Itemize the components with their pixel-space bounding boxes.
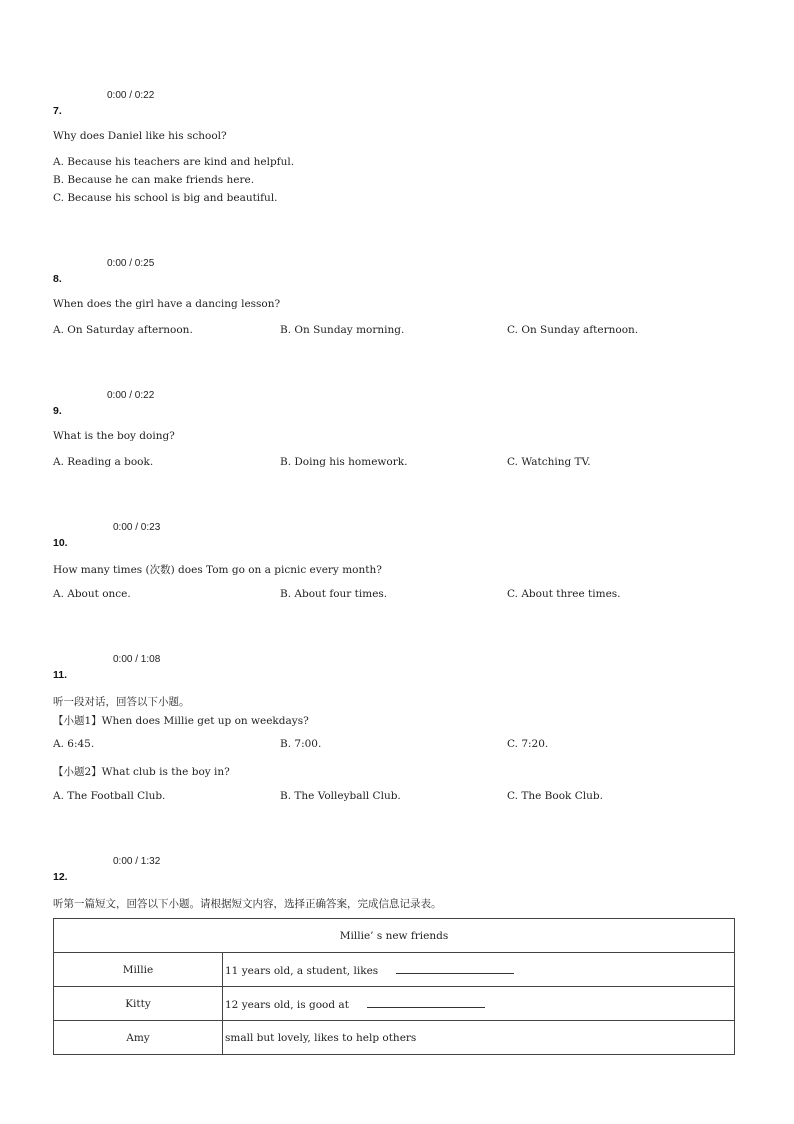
option-b: B. The Volleyball Club. — [280, 790, 401, 802]
question-stem: When does the girl have a dancing lesson? — [53, 298, 281, 310]
friend-description — [223, 987, 735, 1021]
friend-name: Millie — [54, 953, 223, 987]
option-c: C. 7:20. — [507, 738, 549, 750]
option-a: A. The Football Club. — [53, 790, 166, 802]
option-a: A. On Saturday afternoon. — [53, 324, 193, 336]
question-intro: 听一段对话，回答以下小题。 — [53, 696, 190, 708]
question-stem: What is the boy doing? — [53, 430, 175, 442]
audio-time[interactable]: 0:00 / 0:22 — [107, 90, 155, 101]
question-intro: 听第一篇短文，回答以下小题。请根据短文内容，选择正确答案，完成信息记录表。 — [53, 898, 442, 910]
option-c: C. About three times. — [507, 588, 621, 600]
description-text: 12 years old, is good at — [225, 998, 349, 1011]
friend-description — [223, 1021, 735, 1055]
audio-time[interactable]: 0:00 / 1:32 — [113, 856, 161, 867]
description-text: small but lovely, likes to help others — [225, 1031, 417, 1044]
option-b: B. 7:00. — [280, 738, 322, 750]
table-title: Millie’ s new friends — [54, 919, 735, 953]
answer-blank[interactable] — [367, 997, 485, 1008]
description-text: 11 years old, a student, likes — [225, 964, 379, 977]
option-b: B. Doing his homework. — [280, 456, 408, 468]
question-number: 7. — [53, 105, 62, 117]
option-b: B. About four times. — [280, 588, 388, 600]
audio-time[interactable]: 0:00 / 0:22 — [107, 390, 155, 401]
option-c: C. Because his school is big and beautiful. — [53, 192, 278, 204]
option-b: B. Because he can make friends here. — [53, 174, 255, 186]
option-a: A. 6:45. — [53, 738, 95, 750]
option-a: A. About once. — [53, 588, 131, 600]
friend-name: Kitty — [54, 987, 223, 1021]
audio-time[interactable]: 0:00 / 1:08 — [113, 654, 161, 665]
option-a: A. Reading a book. — [53, 456, 154, 468]
question-stem: How many times (次数) does Tom go on a picnic every month? — [53, 564, 382, 576]
question-number: 12. — [53, 871, 68, 883]
option-a: A. Because his teachers are kind and helpful. — [53, 156, 295, 168]
table-row — [54, 987, 735, 1021]
friend-name: Amy — [54, 1021, 223, 1055]
info-record-table — [53, 918, 735, 1055]
friend-description — [223, 953, 735, 987]
table-header-row — [54, 919, 735, 953]
question-number: 10. — [53, 537, 68, 549]
option-c: C. Watching TV. — [507, 456, 591, 468]
subquestion-stem: 【小题1】When does Millie get up on weekdays? — [53, 715, 309, 727]
option-c: C. The Book Club. — [507, 790, 603, 802]
question-number: 11. — [53, 669, 68, 681]
question-number: 8. — [53, 273, 62, 285]
question-stem: Why does Daniel like his school? — [53, 130, 227, 142]
audio-time[interactable]: 0:00 / 0:25 — [107, 258, 155, 269]
table-row — [54, 1021, 735, 1055]
question-number: 9. — [53, 405, 62, 417]
audio-time[interactable]: 0:00 / 0:23 — [113, 522, 161, 533]
subquestion-stem: 【小题2】What club is the boy in? — [53, 766, 230, 778]
option-b: B. On Sunday morning. — [280, 324, 405, 336]
answer-blank[interactable] — [396, 963, 514, 974]
option-c: C. On Sunday afternoon. — [507, 324, 639, 336]
table-row — [54, 953, 735, 987]
